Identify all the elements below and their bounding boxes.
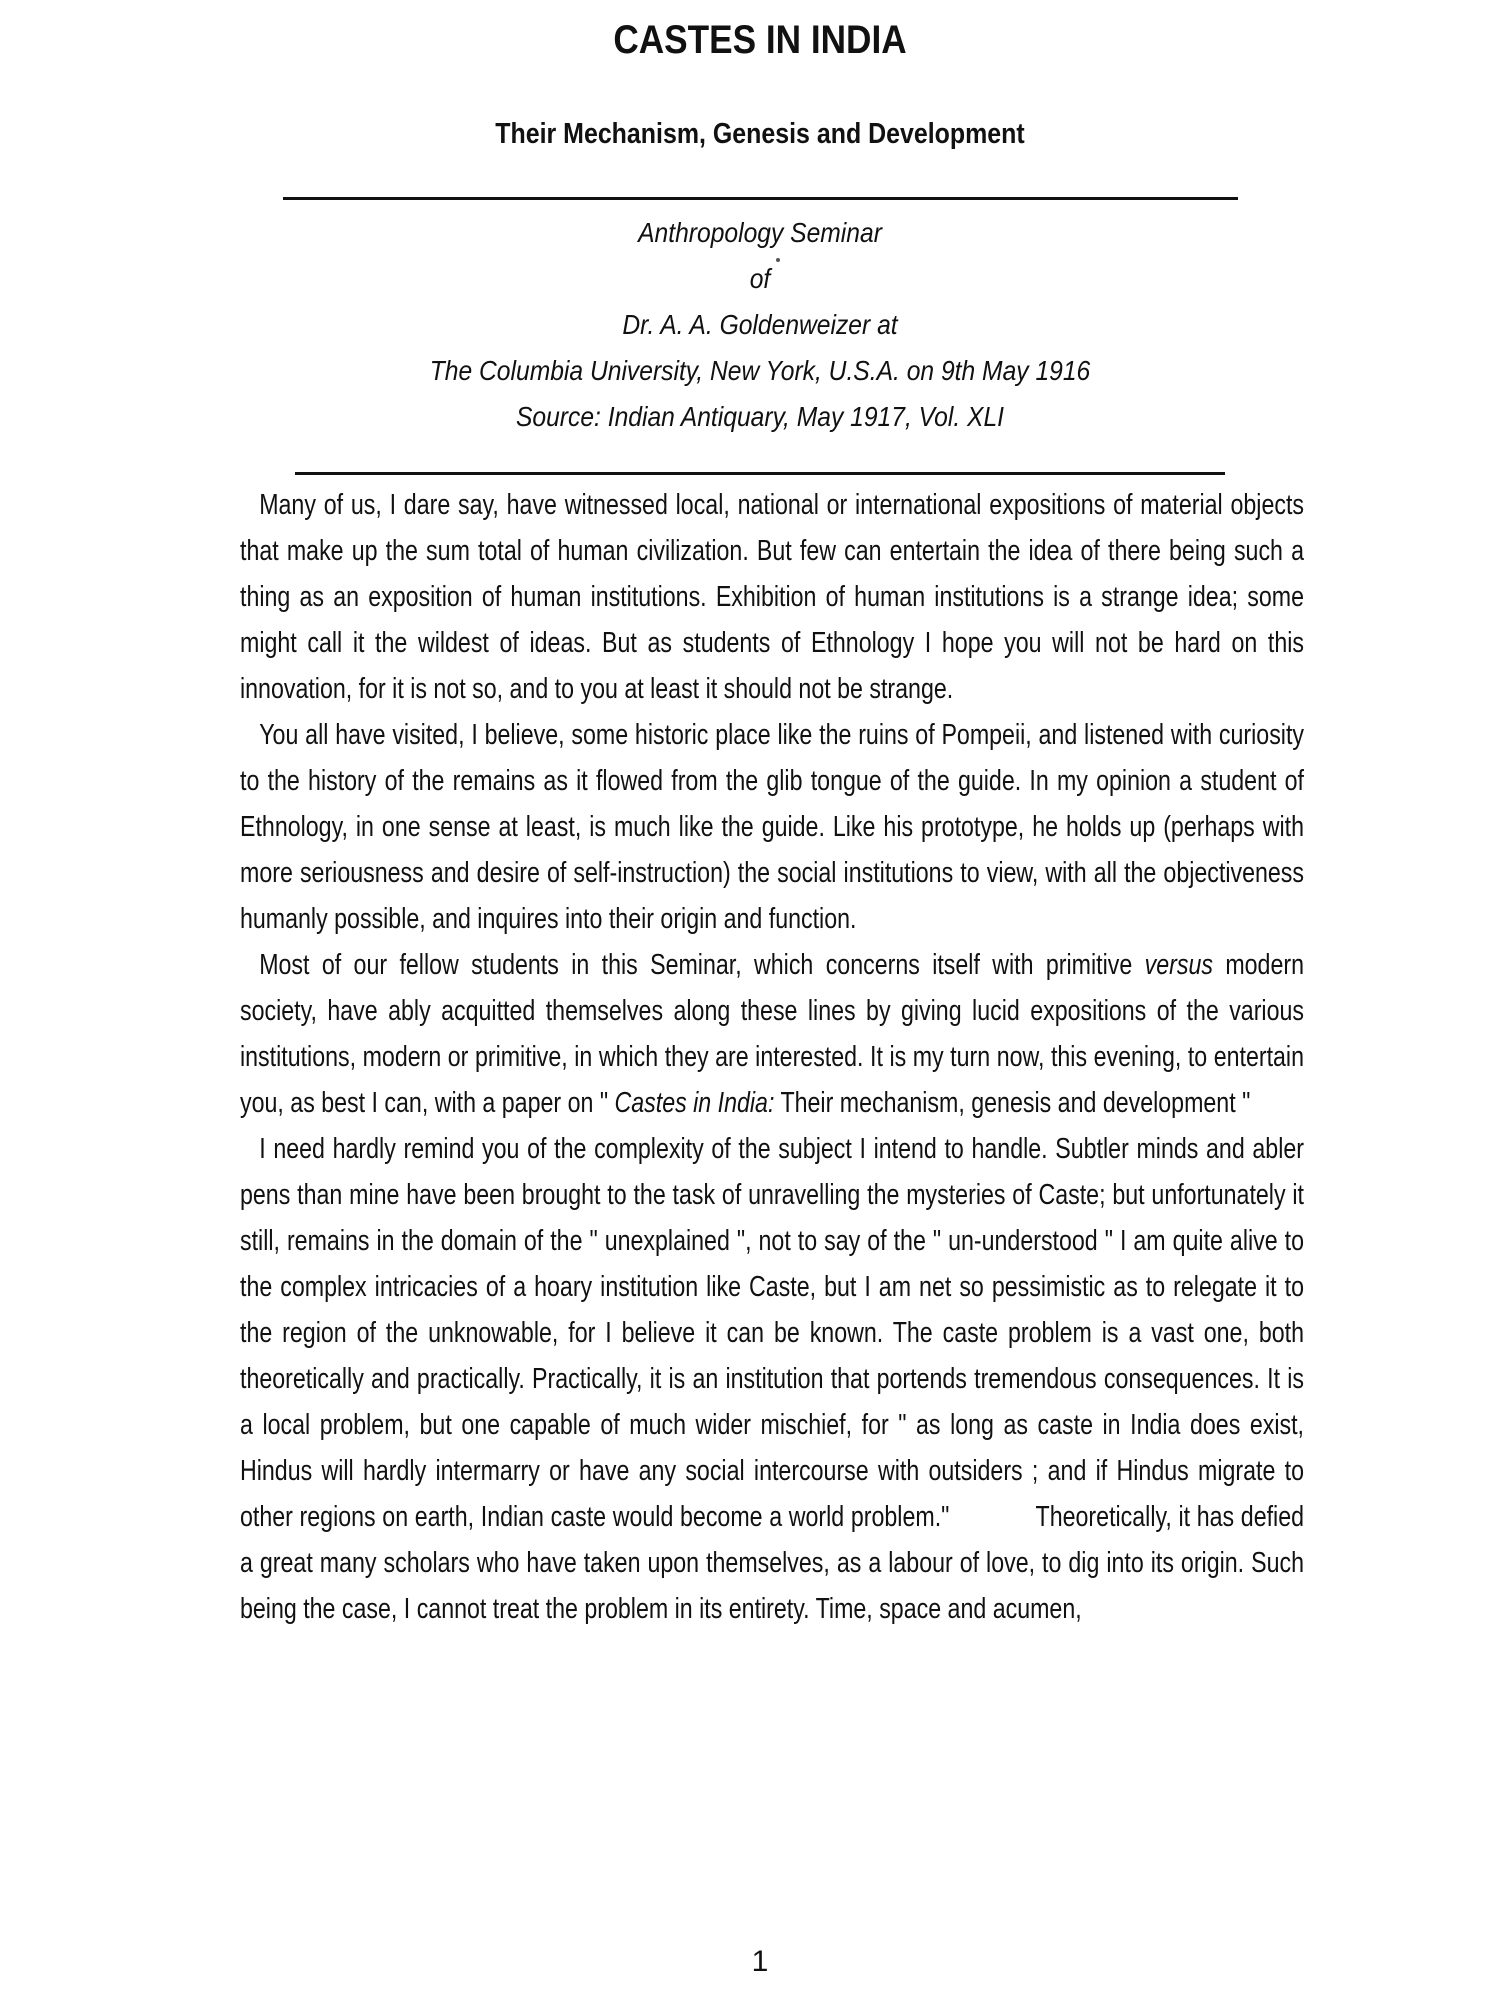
paragraph-3-part-b: modern society, have ably acquitted themselves along these lines by giving lucid expositions of the various institutions, modern or primitive, in which they are interested. It is my turn now, this evening, to entertain you, as best I can, with a paper on ": [240, 949, 1304, 1119]
credit-line-professor: Dr. A. A. Goldenweizer at: [622, 309, 898, 340]
credit-line-seminar: Anthropology Seminar: [638, 217, 882, 248]
credits-block: [0, 210, 1500, 440]
paragraph-1: Many of us, I dare say, have witnessed local, national or international expositions of material objects that make up the sum total of human civilization. But few can entertain the idea of there being such a thing as an exposition of human institutions. Exhibition of human institutions is a strange idea; some might call it the wildest of ideas. But as students of Ethnology I hope you will not be hard on this innovation, for it is not so, and to you at least it should not be strange.: [240, 489, 1305, 705]
paragraph-3-versus: versus: [1144, 949, 1213, 981]
page-title: CASTES IN INDIA: [613, 18, 907, 62]
paragraph-4: I need hardly remind you of the complexity of the subject I intend to handle. Subtler minds and abler pens than mine have been brought to the task of unravelling the mysteries of Caste; but unfortunately it still, remains in the domain of the " unexplained ", not to say of the " un-understood " I am quite alive to the complex intricacies of a hoary institution like Caste, but I am net so pessimistic as to relegate it to the region of the unknowable, for I believe it can be known. The caste problem is a vast one, both theoretically and practically. Practically, it is an institution that portends tremendous consequences. It is a local problem, but one capable of much wider mischief, for " as long as caste in India does exist, Hindus will hardly intermarry or have any social intercourse with outsiders ; and if Hindus migrate to other regions on earth, Indian caste would become a world problem." Theoretically, it has defied a great many scholars who have taken upon themselves, as a labour of love, to dig into its origin. Such being the case, I cannot treat the problem in its entirety. Time, space and acumen,: [240, 1133, 1311, 1625]
credit-line-source: Source: Indian Antiquary, May 1917, Vol. XLI: [515, 401, 1005, 432]
credit-line-of: of: [749, 263, 771, 294]
ink-speck: [776, 258, 780, 262]
paragraph-3: [240, 942, 1304, 1126]
bottom-divider: [295, 472, 1225, 475]
page-number: 1: [751, 1945, 769, 1978]
body-text: [240, 482, 1311, 1632]
paragraph-3-part-c: Their mechanism, genesis and development ": [774, 1087, 1251, 1119]
paragraph-3-part-a: Most of our fellow students in this Seminar, which concerns itself with primitive: [259, 949, 1145, 981]
paragraph-3-castes-title: Castes in India:: [614, 1087, 775, 1119]
credit-line-location: The Columbia University, New York, U.S.A. on 9th May 1916: [429, 355, 1091, 386]
top-divider: [283, 197, 1238, 200]
paragraph-2: You all have visited, I believe, some historic place like the ruins of Pompeii, and listened with curiosity to the history of the remains as it flowed from the glib tongue of the guide. In my opinion a student of Ethnology, in one sense at least, is much like the guide. Like his prototype, he holds up (perhaps with more seriousness and desire of self-instruction) the social institutions to view, with all the objectiveness humanly possible, and inquires into their origin and function.: [240, 719, 1305, 935]
page-subtitle: Their Mechanism, Genesis and Development: [495, 118, 1025, 150]
